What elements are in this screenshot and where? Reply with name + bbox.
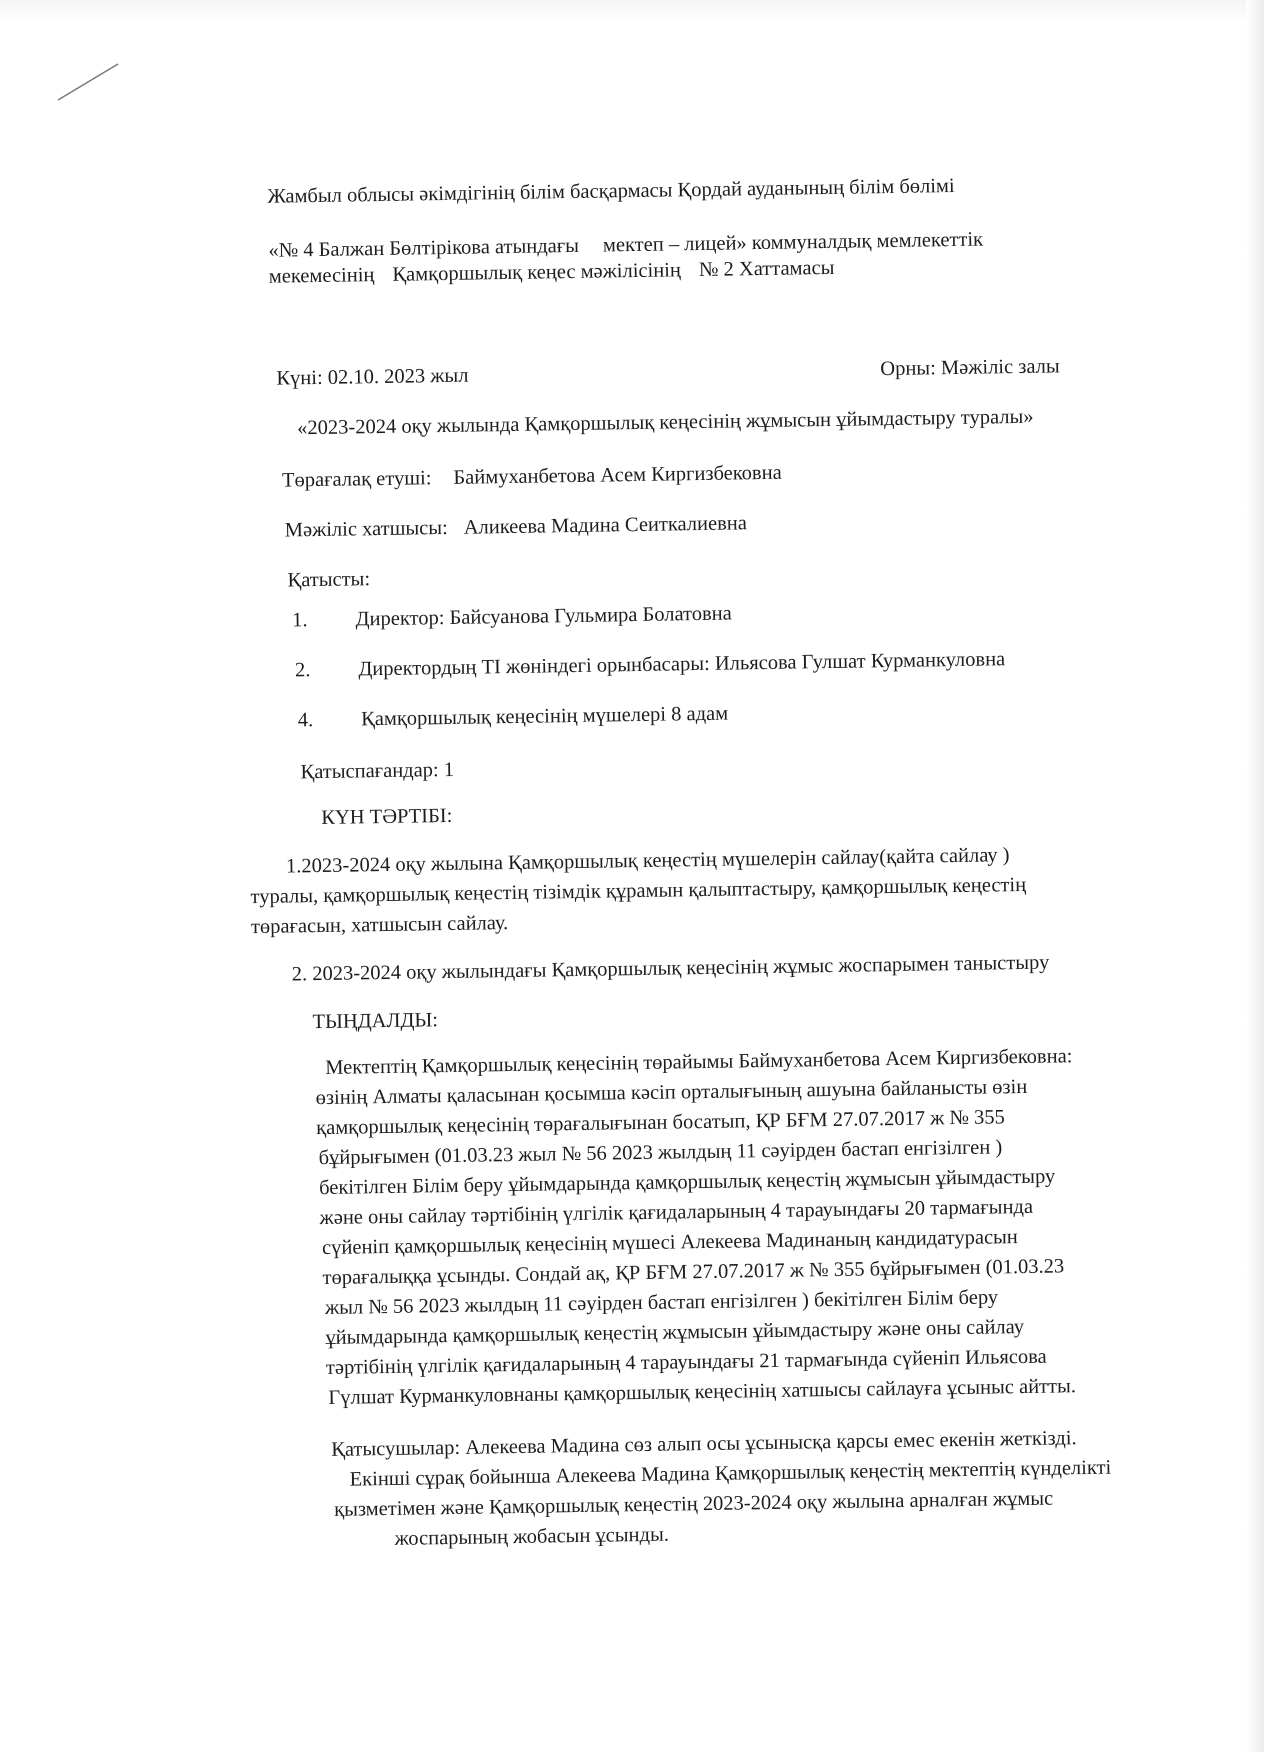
header-line-1: Жамбыл облысы әкімдігінің білім басқармасы Қордай ауданының білім бөлімі — [267, 174, 955, 208]
participants-line: жоспарының жобасын ұсынды. — [394, 1523, 670, 1550]
present-label: Қатысты: — [287, 568, 371, 592]
agenda-item-2: 2. 2023-2024 оқу жылындағы Қамқоршылық кеңесінің жұмыс жоспарымен таныстыру — [291, 951, 1050, 986]
heard-line: бекітілген Білім беру ұйымдарында қамқоршылық кеңестің жұмысын ұйымдастыру — [318, 1165, 1056, 1200]
heard-line: төрағалыққа ұсынды. Сондай ақ, ҚР БҒМ 27.07.2017 ж № 355 бұйрығымен (01.03.23 — [322, 1255, 1065, 1290]
chair-line — [282, 460, 782, 494]
protocol-number: № 2 Хаттамасы — [698, 256, 835, 282]
agenda-title: КҮН ТӘРТІБІ: — [321, 804, 453, 829]
heard-line: сүйеніп қамқоршылық кеңесінің мүшесі Алекеева Мадинаның кандидатурасын — [321, 1226, 1018, 1260]
agenda-item-1-cont: туралы, қамқоршылық кеңестің тізімдік құрамын қалыптастыру, қамқоршылық кеңестің — [250, 873, 1027, 909]
attendee-num: 4. — [297, 709, 314, 732]
attendee-item — [292, 601, 732, 634]
meeting-topic: «2023-2024 оқу жылында Қамқоршылық кеңесінің жұмысын ұйымдастыру туралы» — [297, 405, 1034, 440]
heard-line: тәртібінің үлгілік қағидаларының 4 тарауындағы 21 тармағында сүйеніп Ильясова — [325, 1345, 1047, 1379]
heard-line: қамқоршылық кеңесінің төрағалығынан босатып, ҚР БҒМ 27.07.2017 ж № 355 — [315, 1106, 1006, 1140]
institution-type: мектеп – лицей» коммуналдық мемлекеттік — [602, 228, 984, 257]
participants-line: Екінші сұрақ бойынша Алекеева Мадина Қамқоршылық кеңестің мектептің күнделікті — [349, 1456, 1112, 1491]
secretary-label: Мәжіліс хатшысы: — [284, 516, 448, 542]
heard-line: Гүлшат Курманкуловнаны қамқоршылық кеңесінің хатшысы сайлауға ұсыныс айтты. — [328, 1375, 1077, 1409]
heard-title: ТЫҢДАЛДЫ: — [312, 1009, 439, 1034]
heard-line: өзінің Алматы қаласынан қосымша кәсіп орталығының ашуына байланысты өзін — [315, 1075, 1028, 1110]
chair-label: Төрағалақ етуші: — [281, 467, 432, 492]
heard-line: Мектептің Қамқоршылық кеңесінің төрайымы Баймуханбетова Асем Киргизбековна: — [325, 1045, 1073, 1079]
heard-line: ұйымдарында қамқоршылық кеңестің жұмысын ұйымдастыру және оны сайлау — [325, 1316, 1025, 1349]
attendee-text: Директор: Байсуанова Гульмира Болатовна — [355, 602, 732, 631]
agenda-item-1: 1.2023-2024 оқу жылына Қамқоршылық кеңестің мүшелерін сайлау(қайта сайлау ) — [285, 844, 1010, 878]
secretary-line — [285, 510, 747, 543]
heard-line: жыл № 56 2023 жылдың 11 сәуірден бастап енгізілген ) бекітілген Білім беру — [324, 1286, 999, 1320]
attendee-item — [295, 646, 1006, 683]
attendee-num: 2. — [294, 659, 311, 682]
council-meeting: Қамқоршылық кеңес мәжілісінің — [392, 259, 682, 286]
participants-line: Қатысушылар: Алекеева Мадина сөз алып осы ұсынысқа қарсы емес екенін жеткізді. — [331, 1427, 1077, 1461]
chair-name: Баймуханбетова Асем Киргизбековна — [453, 461, 782, 489]
participants-line: қызметімен және Қамқоршылық кеңестің 2023-2024 оқу жылына арналған жұмыс — [333, 1487, 1054, 1521]
absent-count: Қатыспағандар: 1 — [300, 758, 455, 784]
agenda-item-1-cont: төрағасын, хатшысын сайлау. — [250, 912, 509, 939]
attendee-text: Директордың ТІ жөніндегі орынбасары: Ильясова Гулшат Курманкуловна — [358, 648, 1006, 681]
secretary-name: Аликеева Мадина Сеиткалиевна — [463, 512, 748, 539]
attendee-item — [298, 701, 729, 734]
school-name: «№ 4 Балжан Бөлтірікова атындағы — [268, 234, 580, 262]
attendee-num: 1. — [292, 609, 308, 632]
heard-line: және оны сайлау тәртібінің үлгілік қағидаларының 4 тарауындағы 20 тармағында — [319, 1195, 1034, 1230]
heard-line: бұйрығымен (01.03.23 жыл № 56 2023 жылдың 11 сәуірден бастап енгізілген ) — [318, 1136, 1003, 1170]
meeting-date: Күні: 02.10. 2023 жыл — [276, 364, 469, 390]
institution-word: мекемесінің — [268, 264, 375, 288]
attendee-text: Қамқоршылық кеңесінің мүшелері 8 адам — [360, 702, 729, 731]
meeting-place: Орны: Мәжіліс залы — [880, 355, 1060, 381]
